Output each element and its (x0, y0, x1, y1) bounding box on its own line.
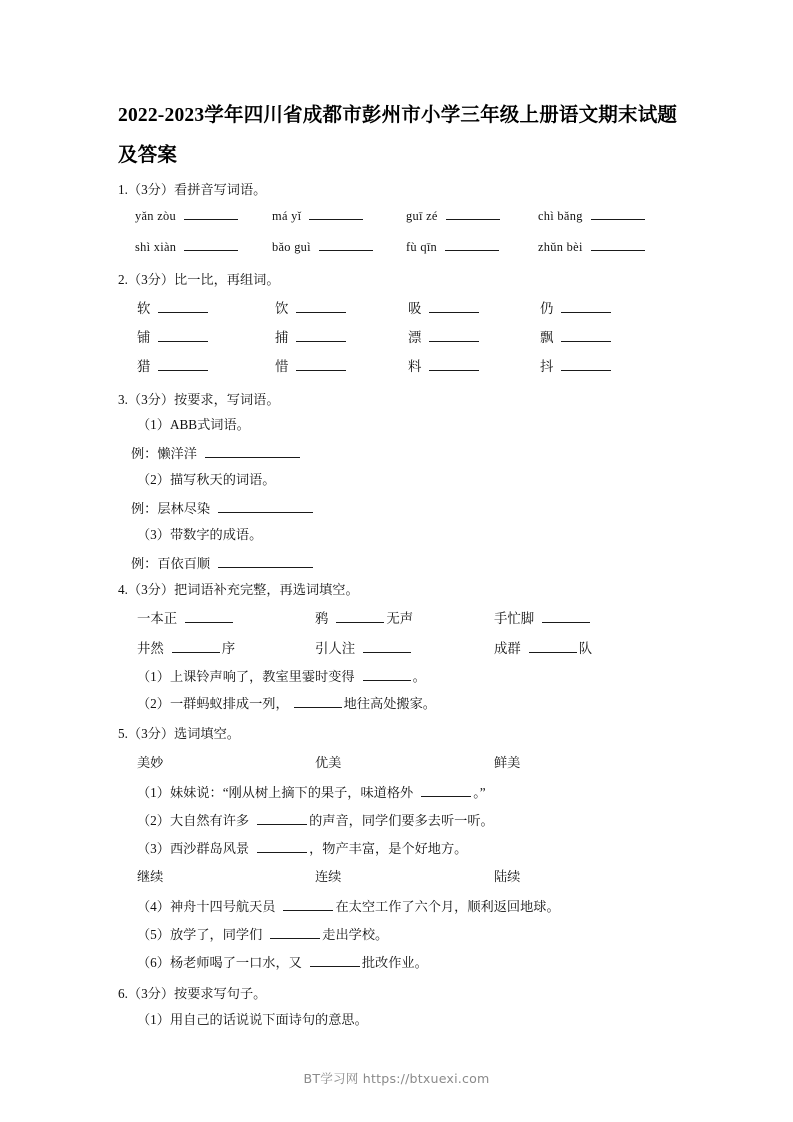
answer-blank[interactable] (184, 238, 238, 251)
question-5-sentence-2: （2）大自然有许多 的声音，同学们要多去听一听。 (137, 813, 494, 828)
answer-blank[interactable] (429, 358, 479, 371)
question-5-sentence-3: （3）西沙群岛风景 ，物产丰富，是个好地方。 (137, 841, 468, 856)
question-6-heading: 6.（3分）按要求写句子。 (118, 986, 267, 1001)
hanzi-cell: 抖 (540, 356, 613, 378)
idiom-cell: 井然 序 (137, 641, 236, 656)
answer-blank[interactable] (270, 926, 320, 939)
question-5-sentence-6: （6）杨老师喝了一口水，又 批改作业。 (137, 955, 428, 970)
answer-blank[interactable] (591, 238, 645, 251)
hanzi-cell: 惜 (275, 356, 348, 378)
answer-blank[interactable] (172, 640, 220, 653)
question-6-item-1-label: （1）用自己的话说说下面诗句的意思。 (137, 1012, 368, 1027)
question-4-fill-1: （1）上课铃声响了，教室里霎时变得 。 (137, 669, 426, 684)
answer-blank[interactable] (561, 358, 611, 371)
hanzi-cell: 软 (137, 298, 210, 320)
idiom-cell: 手忙脚 (494, 608, 592, 630)
answer-blank[interactable] (158, 329, 208, 342)
question-2-row-1 (0, 298, 793, 320)
question-5-sentence-5: （5）放学了，同学们 走出学校。 (137, 927, 389, 942)
question-3-item-2-example: 例：层林尽染 (131, 498, 315, 520)
pinyin-cell: guī zé (406, 205, 502, 227)
answer-blank[interactable] (205, 445, 300, 458)
answer-blank[interactable] (158, 358, 208, 371)
question-5-group-1-options (0, 752, 793, 774)
question-3-item-1-example: 例：懒洋洋 (131, 443, 302, 465)
word-option[interactable]: 继续 (137, 869, 164, 884)
question-4-heading: 4.（3分）把词语补充完整，再选词填空。 (118, 582, 359, 597)
question-3-item-2-label: （2）描写秋天的词语。 (137, 472, 276, 487)
question-4-idiom-row-2 (0, 638, 793, 660)
answer-blank[interactable] (218, 500, 313, 513)
answer-blank[interactable] (310, 954, 360, 967)
answer-blank[interactable] (185, 610, 233, 623)
question-2-heading: 2.（3分）比一比，再组词。 (118, 272, 280, 287)
question-4-fill-2: （2）一群蚂蚁排成一列， 地往高处搬家。 (137, 696, 436, 711)
answer-blank[interactable] (446, 207, 500, 220)
pinyin-cell: bǎo guì (272, 236, 375, 258)
answer-blank[interactable] (561, 300, 611, 313)
answer-blank[interactable] (218, 555, 313, 568)
idiom-cell: 一本正 (137, 608, 235, 630)
page-title: 2022-2023学年四川省成都市彭州市小学三年级上册语文期末试题及答案 (118, 105, 678, 166)
pinyin-cell: yǎn zòu (135, 205, 240, 227)
hanzi-cell: 仍 (540, 298, 613, 320)
answer-blank[interactable] (294, 695, 342, 708)
word-option[interactable]: 优美 (315, 755, 342, 770)
question-4-idiom-row-1 (0, 608, 793, 630)
answer-blank[interactable] (283, 898, 333, 911)
answer-blank[interactable] (363, 668, 411, 681)
pinyin-cell: shì xiàn (135, 236, 240, 258)
question-2-row-3 (0, 356, 793, 378)
hanzi-cell: 猎 (137, 356, 210, 378)
question-5-sentence-4: （4）神舟十四号航天员 在太空工作了六个月，顺利返回地球。 (137, 899, 560, 914)
hanzi-cell: 吸 (408, 298, 481, 320)
question-5-group-2-options (0, 866, 793, 888)
answer-blank[interactable] (158, 300, 208, 313)
idiom-cell: 引人注 (315, 638, 413, 660)
question-1-heading: 1.（3分）看拼音写词语。 (118, 182, 267, 197)
idiom-cell: 鸦 无声 (315, 611, 414, 626)
pinyin-cell: zhǔn bèi (538, 236, 647, 258)
answer-blank[interactable] (529, 640, 577, 653)
answer-blank[interactable] (319, 238, 373, 251)
hanzi-cell: 饮 (275, 298, 348, 320)
word-option[interactable]: 鲜美 (494, 755, 521, 770)
answer-blank[interactable] (184, 207, 238, 220)
answer-blank[interactable] (309, 207, 363, 220)
hanzi-cell: 飘 (540, 327, 613, 349)
question-3-item-3-label: （3）带数字的成语。 (137, 527, 263, 542)
hanzi-cell: 漂 (408, 327, 481, 349)
footer-watermark: BT学习网 https://btxuexi.com (303, 1071, 490, 1086)
word-option[interactable]: 陆续 (494, 869, 521, 884)
question-3-item-1-label: （1）ABB式词语。 (137, 417, 250, 432)
hanzi-cell: 捕 (275, 327, 348, 349)
answer-blank[interactable] (429, 300, 479, 313)
word-option[interactable]: 美妙 (137, 755, 164, 770)
question-2-row-2 (0, 327, 793, 349)
answer-blank[interactable] (591, 207, 645, 220)
pinyin-cell: chì bǎng (538, 205, 647, 227)
answer-blank[interactable] (561, 329, 611, 342)
answer-blank[interactable] (445, 238, 499, 251)
answer-blank[interactable] (296, 300, 346, 313)
question-1-row-1 (0, 205, 793, 227)
answer-blank[interactable] (421, 784, 471, 797)
answer-blank[interactable] (257, 840, 307, 853)
answer-blank[interactable] (336, 610, 384, 623)
hanzi-cell: 铺 (137, 327, 210, 349)
question-5-sentence-1: （1）妹妹说：“刚从树上摘下的果子，味道格外 。” (137, 785, 486, 800)
answer-blank[interactable] (296, 358, 346, 371)
answer-blank[interactable] (429, 329, 479, 342)
question-3-item-3-example: 例：百依百顺 (131, 553, 315, 575)
pinyin-cell: fù qīn (406, 236, 501, 258)
answer-blank[interactable] (257, 812, 307, 825)
answer-blank[interactable] (363, 640, 411, 653)
question-5-heading: 5.（3分）选词填空。 (118, 726, 240, 741)
word-option[interactable]: 连续 (315, 869, 342, 884)
question-3-heading: 3.（3分）按要求，写词语。 (118, 392, 280, 407)
answer-blank[interactable] (542, 610, 590, 623)
idiom-cell: 成群 队 (494, 641, 593, 656)
question-1-row-2 (0, 236, 793, 258)
pinyin-cell: má yǐ (272, 205, 365, 227)
answer-blank[interactable] (296, 329, 346, 342)
hanzi-cell: 料 (408, 356, 481, 378)
